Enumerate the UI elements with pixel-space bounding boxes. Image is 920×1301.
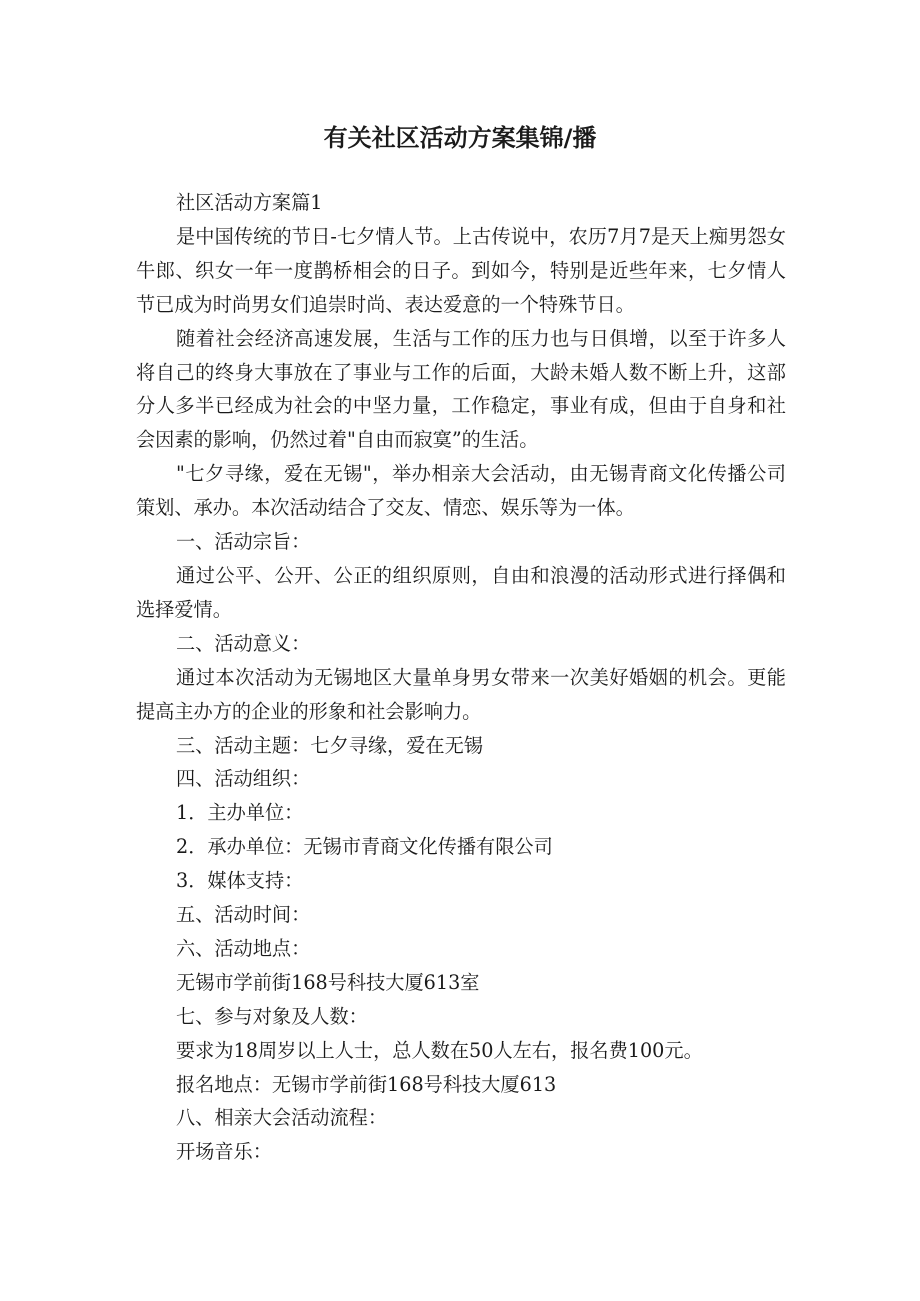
body-paragraph: 通过本次活动为无锡地区大量单身男女带来一次美好婚姻的机会。更能提高主办方的企业的形象和社会影响力。 [136,665,786,723]
section-heading: 社区活动方案篇1 [176,191,323,214]
document-title: 有关社区活动方案集锦/播 [323,124,597,152]
body-paragraph: 通过公平、公开、公正的组织原则，自由和浪漫的活动形式进行择偶和选择爱情。 [136,563,786,621]
body-paragraph: 开场音乐： [176,1140,272,1164]
section-heading: 一、活动宗旨： [176,530,311,554]
section-heading: 三、活动主题：七夕寻缘，爱在无锡 [176,733,483,757]
body-paragraph: "七夕寻缘，爱在无锡"，举办相亲大会活动，由无锡青商文化传播公司策划、承办。本次活动结合了交友、情恋、娱乐等为一体。 [136,462,786,520]
section-heading: 五、活动时间： [176,903,311,927]
body-paragraph: 无锡市学前街168号科技大厦613室 [176,970,480,994]
section-heading: 四、活动组织： [176,767,311,791]
body-paragraph: 随着社会经济高速发展，生活与工作的压力也与日俱增，以至于许多人将自己的终身大事放在了事业与工作的后面，大龄未婚人数不断上升，这部分人多半已经成为社会的中坚力量，工作稳定，事业有成，但由于自身和社会因素的影响，仍然过着"自由而寂寞”的生活。 [136,326,786,452]
body-paragraph: 是中国传统的节日-七夕情人节。上古传说中，农历7月7是天上痴男怨女牛郎、织女一年一度鹊桥相会的日子。到如今，特别是近些年来，七夕情人节已成为时尚男女们追崇时尚、表达爱意的一个特殊节日。 [136,224,786,316]
section-heading: 六、活动地点： [176,936,311,960]
document-body [136,186,786,1169]
section-heading: 七、参与对象及人数： [176,1004,368,1028]
body-paragraph: 报名地点：无锡市学前街168号科技大厦613 [176,1072,557,1096]
list-item: 3．媒体支持： [176,869,304,893]
body-paragraph: 要求为18周岁以上人士，总人数在50人左右，报名费100元。 [176,1038,703,1062]
section-heading: 八、相亲大会活动流程： [176,1106,388,1130]
list-item: 2．承办单位：无锡市青商文化传播有限公司 [176,835,553,859]
section-heading: 二、活动意义： [176,631,311,655]
list-item: 1．主办单位： [176,801,304,825]
